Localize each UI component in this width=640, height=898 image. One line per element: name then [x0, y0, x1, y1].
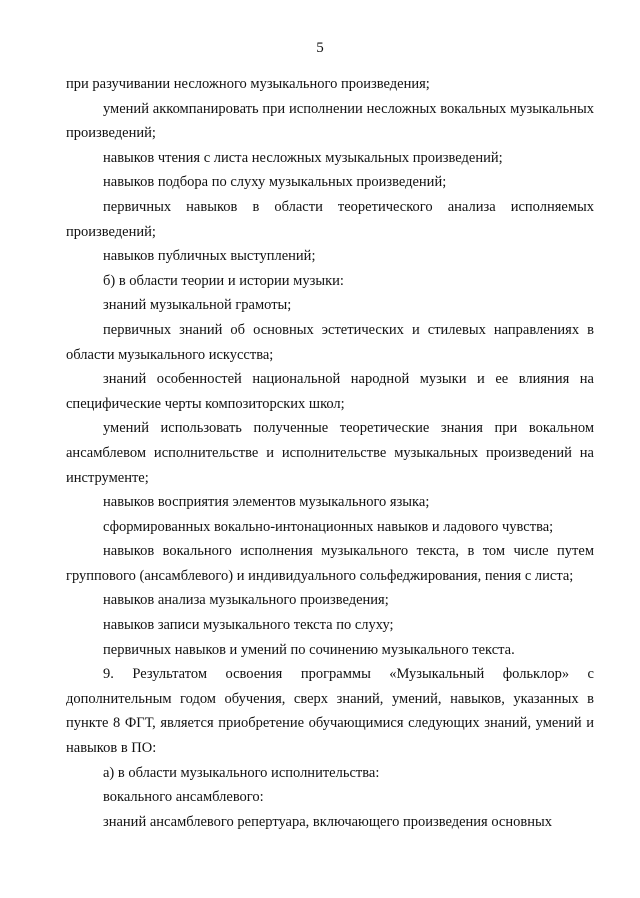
paragraph: знаний особенностей национальной народной музыки и ее влияния на специфические черты композиторских школ;: [66, 371, 594, 412]
paragraph: навыков публичных выступлений;: [103, 248, 316, 265]
paragraph: навыков записи музыкального текста по слуху;: [103, 617, 394, 634]
paragraph: первичных навыков в области теоретического анализа исполняемых произведений;: [66, 198, 594, 240]
paragraph: умений использовать полученные теоретические знания при вокальном ансамблевом исполнительстве и исполнительстве музыкальных произведений на инструменте;: [66, 420, 594, 486]
paragraph: навыков вокального исполнения музыкального текста, в том числе путем группового (ансамблевого) и индивидуального сольфеджирования, пения с листа;: [66, 543, 594, 584]
paragraph: сформированных вокально-интонационных навыков и ладового чувства;: [103, 518, 554, 535]
paragraph: знаний музыкальной грамоты;: [103, 297, 292, 314]
paragraph: навыков подбора по слуху музыкальных произведений;: [103, 174, 447, 191]
paragraph: а) в области музыкального исполнительства:: [103, 764, 380, 781]
paragraph: 9. Результатом освоения программы «Музыкальный фольклор» с дополнительным годом обучения, сверх знаний, умений, навыков, указанных в пункте 8 ФГТ, является приобретение обучающимися следующих знаний, умений и навыков в ПО:: [66, 666, 594, 757]
paragraph: навыков чтения с листа несложных музыкальных произведений;: [103, 149, 503, 166]
document-body: [66, 72, 594, 834]
paragraph: навыков анализа музыкального произведения;: [103, 592, 389, 609]
paragraph: навыков восприятия элементов музыкального языка;: [103, 494, 430, 511]
page-number: 5: [316, 40, 324, 56]
paragraph: вокального ансамблевого:: [103, 789, 264, 806]
paragraph: знаний ансамблевого репертуара, включающего произведения основных: [103, 813, 552, 830]
paragraph: первичных навыков и умений по сочинению музыкального текста.: [103, 641, 515, 658]
paragraph: при разучивании несложного музыкального произведения;: [66, 76, 430, 92]
paragraph: б) в области теории и истории музыки:: [103, 272, 344, 289]
paragraph: первичных знаний об основных эстетических и стилевых направлениях в области музыкального искусства;: [66, 321, 594, 363]
paragraph: умений аккомпанировать при исполнении несложных вокальных музыкальных произведений;: [66, 100, 594, 142]
